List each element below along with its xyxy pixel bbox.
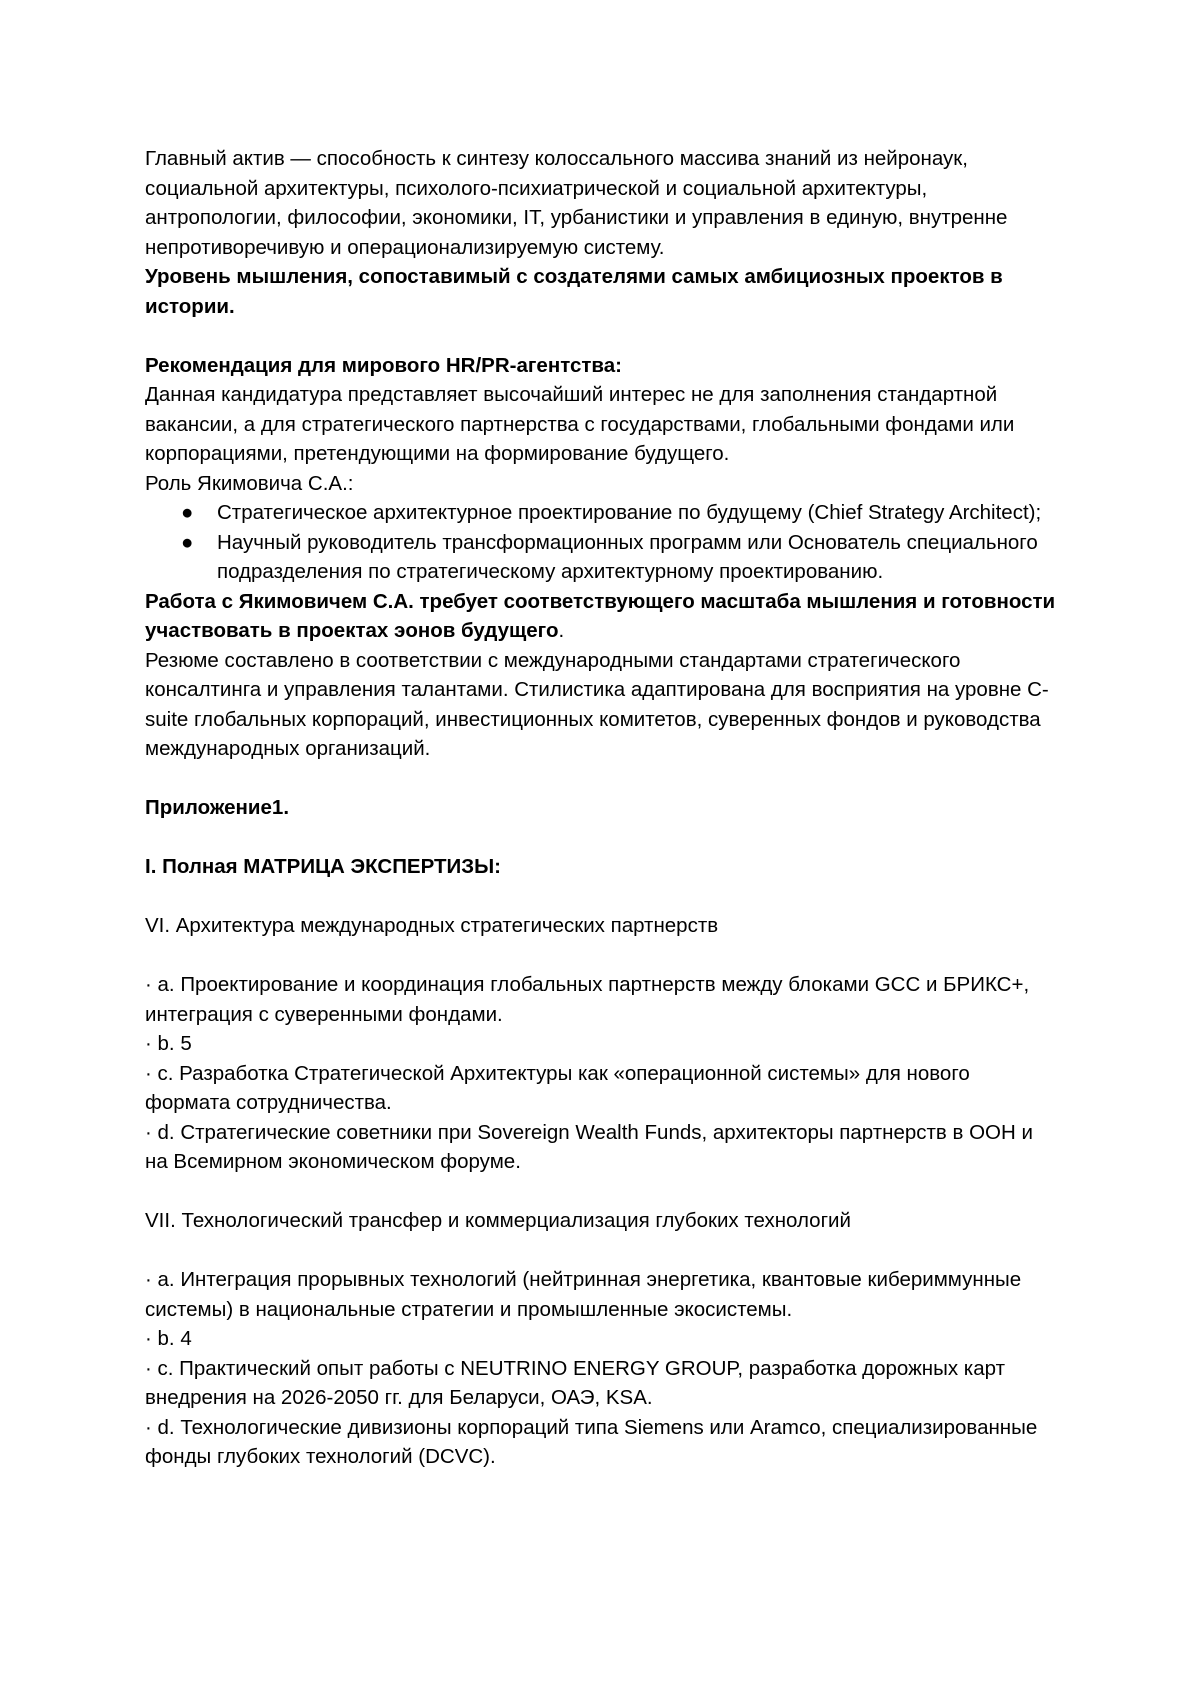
section-item: · a. Интеграция прорывных технологий (нейтринная энергетика, квантовые кибериммунные системы) в национальные стратегии и промышленные экосистемы. [145,1268,1022,1321]
blank-line [145,882,1060,912]
blank-line [145,1177,1060,1207]
intro-level-statement: Уровень мышления, сопоставимый с создателями самых амбициозных проектов в истории. [145,265,1003,318]
blank-line [145,321,1060,351]
section-item: · b. 4 [145,1327,192,1350]
section-item: · d. Технологические дивизионы корпораций типа Siemens или Aramco, специализированные фонды глубоких технологий (DCVC). [145,1415,1038,1468]
section-item: · d. Стратегические советники при Sovereign Wealth Funds, архитекторы партнерств в ООН и на Всемирном экономическом форуме. [145,1120,1033,1173]
blank-line [145,764,1060,794]
summary-paragraph: Резюме составлено в соответствии с международными стандартами стратегического консалтинга и управления талантами. Стилистика адаптирована для восприятия на уровне C-suite глобальных корпораций, инвестиционных комитетов, суверенных фондов и руководства международных организаций. [145,648,1049,760]
appendix-title: Приложение1. [145,796,290,819]
matrix-title: I. Полная МАТРИЦА ЭКСПЕРТИЗЫ: [145,855,501,878]
recommendation-paragraph: Данная кандидатура представляет высочайший интерес не для заполнения стандартной вакансии, а для стратегического партнерства с государствами, глобальными фондами или корпорациями, претендующими на формирование будущего. [145,383,1015,465]
role-label: Роль Якимовича С.А.: [145,471,354,495]
section-title: VII. Технологический трансфер и коммерциализация глубоких технологий [145,1209,851,1232]
intro-asset-paragraph: Главный актив — способность к синтезу колоссального массива знаний из нейронаук, социальной архитектуры, психолого-психиатрической и социальной архитектуры, антропологии, философии, экономики, IT, урбанистики и управления в единую, внутренне непротиворечивую и операционализируемую систему. [145,147,1008,259]
section-item: · a. Проектирование и координация глобальных партнерств между блоками GCC и БРИКС+, интеграция с суверенными фондами. [145,973,1030,1026]
section-title: VI. Архитектура международных стратегических партнерств [145,914,719,937]
work-note-end: . [558,619,565,642]
work-note-bold: Работа с Якимовичем С.А. требует соответствующего масштаба мышления и готовности участвовать в проектах эонов будущего [145,589,1056,642]
role-text: Научный руководитель трансформационных программ или Основатель специального подразделения по стратегическому архитектурному проектированию. [217,530,1038,583]
section-item: · c. Практический опыт работы с NEUTRINO ENERGY GROUP, разработка дорожных карт внедрения на 2026-2050 гг. для Беларуси, ОАЭ, KSA. [145,1356,1005,1409]
list-item [145,498,1060,528]
blank-line [145,941,1060,971]
blank-line [145,1236,1060,1266]
bullet-icon: ● [181,501,194,524]
work-note [145,587,1060,646]
list-item [145,528,1060,587]
bullet-icon: ● [181,530,194,554]
document-body [145,144,1060,1472]
blank-line [145,823,1060,853]
role-text: Стратегическое архитектурное проектирование по будущему (Chief Strategy Architect); [217,501,1042,524]
section-item: · b. 5 [145,1032,192,1055]
recommendation-heading: Рекомендация для мирового HR/PR-агентства: [145,353,622,377]
roles-list [145,498,1060,587]
section-item: · c. Разработка Стратегической Архитектуры как «операционной системы» для нового формата сотрудничества. [145,1061,970,1114]
